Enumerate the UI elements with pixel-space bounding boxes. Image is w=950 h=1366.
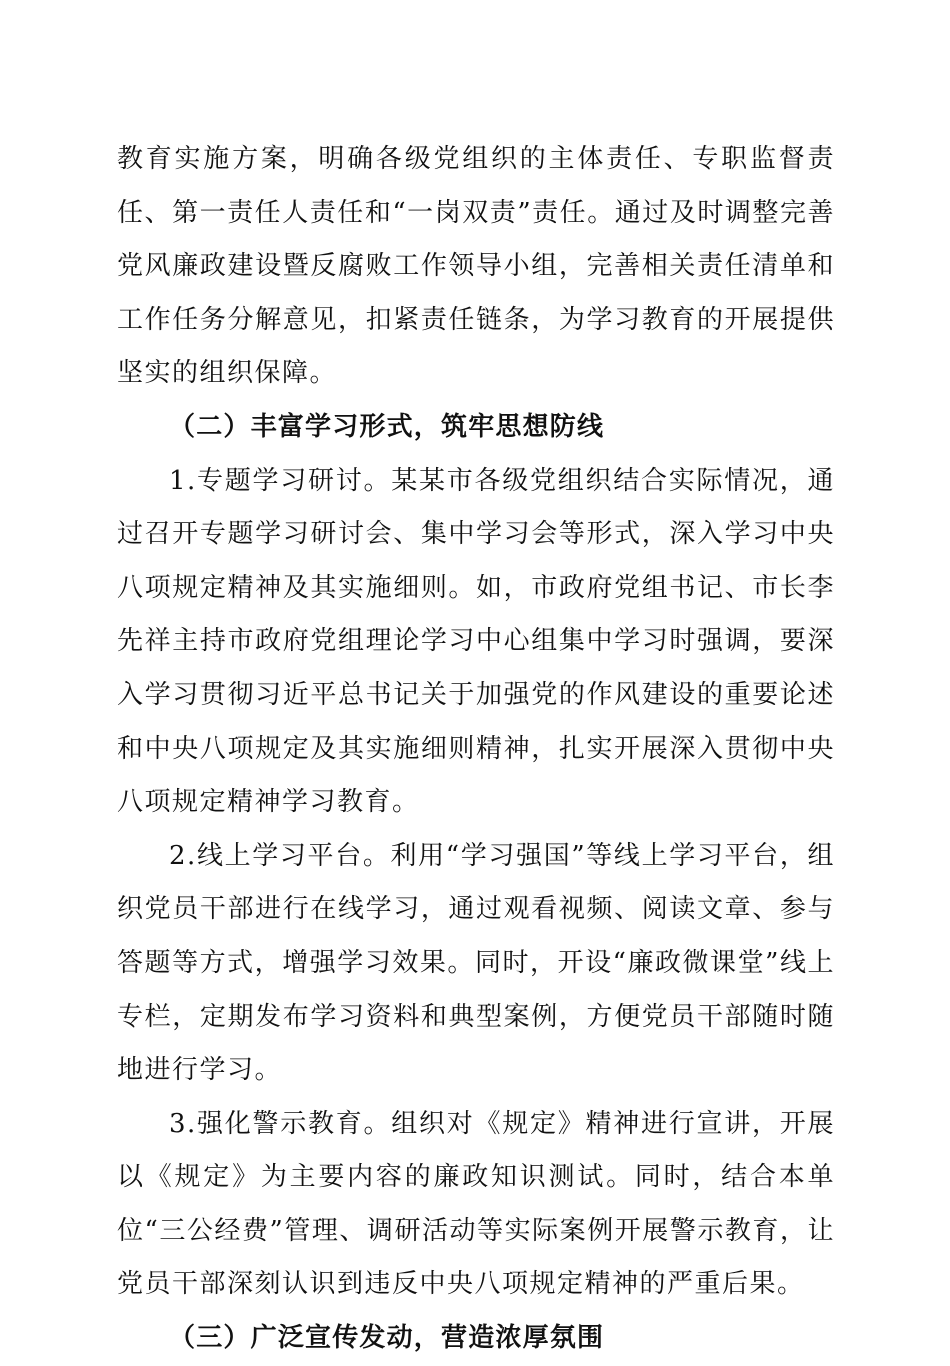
document-body — [117, 133, 835, 1366]
paragraph-warning-education: 3.强化警示教育。组织对《规定》精神进行宣讲，开展以《规定》为主要内容的廉政知识测试。同时，结合本单位“三公经费”管理、调研活动等实际案例开展警示教育，让党员干部深刻认识到违反中央八项规定精神的严重后果。 — [117, 1108, 835, 1300]
paragraph-responsibility-continuation: 教育实施方案，明确各级党组织的主体责任、专职监督责任、第一责任人责任和“一岗双责”责任。通过及时调整完善党风廉政建设暨反腐败工作领导小组，完善相关责任清单和工作任务分解意见，扣紧责任链条，为学习教育的开展提供坚实的组织保障。 — [117, 144, 835, 389]
paragraph-topic-study: 1.专题学习研讨。某某市各级党组织结合实际情况，通过召开专题学习研讨会、集中学习会等形式，深入学习中央八项规定精神及其实施细则。如，市政府党组书记、市长李先祥主持市政府党组理论学习中心组集中学习时强调，要深入学习贯彻习近平总书记关于加强党的作风建设的重要论述和中央八项规定及其实施细则精神，扎实开展深入贯彻中央八项规定精神学习教育。 — [117, 465, 835, 818]
section-heading-3: （三）广泛宣传发动，营造浓厚氛围 — [169, 1323, 605, 1354]
section-heading-2: （二）丰富学习形式，筑牢思想防线 — [169, 411, 605, 442]
paragraph-online-platform: 2.线上学习平台。利用“学习强国”等线上学习平台，组织党员干部进行在线学习，通过观看视频、阅读文章、参与答题等方式，增强学习效果。同时，开设“廉政微课堂”线上专栏，定期发布学习资料和典型案例，方便党员干部随时随地进行学习。 — [117, 840, 835, 1086]
